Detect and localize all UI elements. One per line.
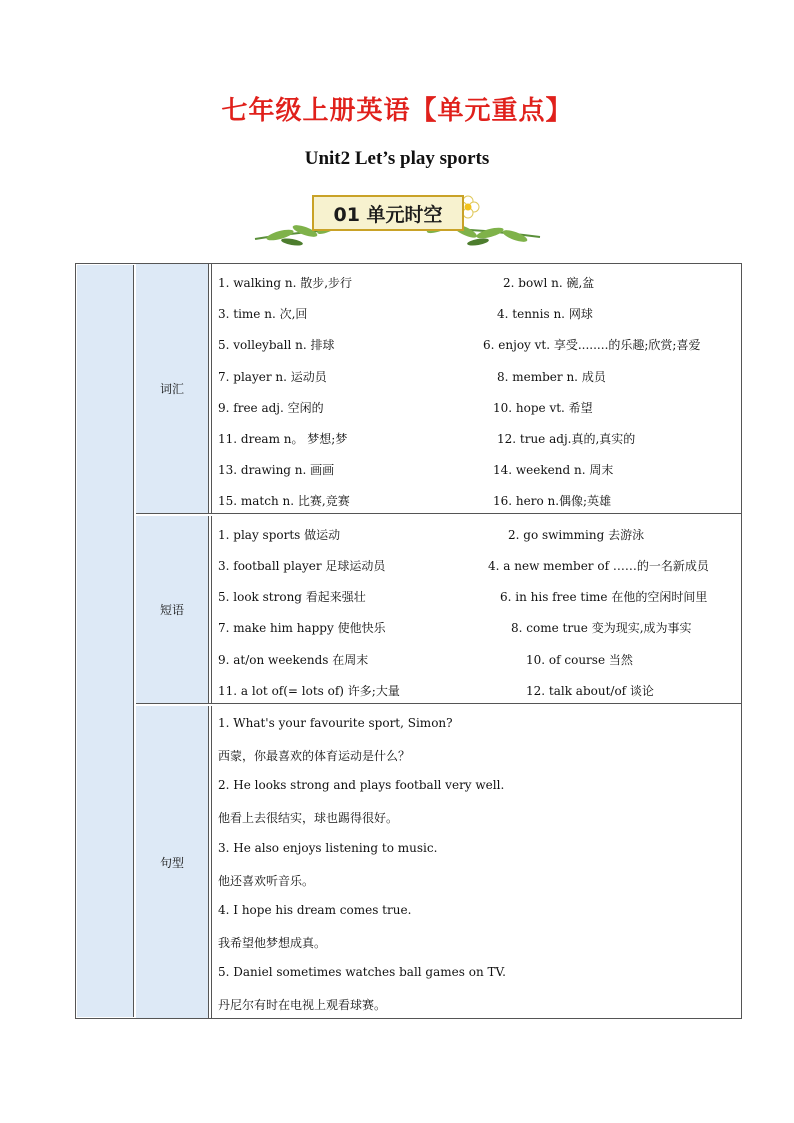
phrase-row: [218, 526, 645, 543]
phrase-item: 5. look strong 看起来强壮: [218, 590, 366, 604]
phrase-row: [218, 651, 633, 668]
vocab-row: [218, 461, 614, 478]
vocab-item: 14. weekend n. 周末: [493, 463, 614, 477]
vocab-row: [218, 368, 606, 385]
phrase-item: 10. of course 当然: [526, 653, 633, 667]
sentences-section: [136, 706, 741, 1018]
vocab-section: [136, 264, 741, 514]
phrase-item: 2. go swimming 去游泳: [508, 528, 645, 542]
sentence-en: 3. He also enjoys listening to music.: [218, 841, 438, 855]
phrase-item: 3. football player 足球运动员: [218, 559, 386, 573]
unit-subtitle: Unit2 Let’s play sports: [304, 148, 490, 169]
vocab-row: [218, 492, 612, 509]
sentences-label: 句型: [136, 706, 209, 1018]
vocab-item: 3. time n. 次,回: [218, 307, 308, 321]
vocab-row: [218, 430, 636, 447]
vocab-label: 词汇: [136, 264, 209, 513]
phrases-label: 短语: [136, 516, 209, 703]
vocab-row: [218, 274, 595, 291]
vocab-item: 6. enjoy vt. 享受........的乐趣;欣赏;喜爱: [483, 338, 701, 352]
sentence-en: 5. Daniel sometimes watches ball games on TV.: [218, 965, 506, 979]
phrase-item: 4. a new member of ……的一名新成员: [488, 559, 709, 573]
vocab-item: 8. member n. 成员: [497, 370, 606, 384]
sentence-en: 4. I hope his dream comes true.: [218, 903, 412, 917]
phrase-item: 1. play sports 做运动: [218, 528, 341, 542]
sentence-cn: 丹尼尔有时在电视上观看球赛。: [218, 998, 387, 1012]
sentence-cn: 西蒙，你最喜欢的体育运动是什么？: [218, 749, 411, 763]
outer-side-column: [77, 265, 134, 1017]
vocab-item: 11. dream n。 梦想;梦: [218, 432, 348, 446]
phrase-item: 7. make him happy 使他快乐: [218, 621, 386, 635]
phrase-item: 6. in his free time 在他的空闲时间里: [500, 590, 708, 604]
vocab-item: 2. bowl n. 碗,盆: [503, 276, 595, 290]
vocab-item: 12. true adj.真的,真实的: [497, 432, 636, 446]
vocab-row: [218, 399, 593, 416]
vocab-item: 7. player n. 运动员: [218, 370, 327, 384]
vocab-item: 9. free adj. 空闲的: [218, 401, 324, 415]
sentence-en: 1. What's your favourite sport, Simon?: [218, 716, 453, 730]
sentence-cn: 他看上去很结实，球也踢得很好。: [218, 811, 399, 825]
phrases-body: [211, 516, 741, 703]
phrase-item: 11. a lot of(= lots of) 许多;大量: [218, 684, 400, 698]
vocab-item: 1. walking n. 散步,步行: [218, 276, 353, 290]
sentence-en: 2. He looks strong and plays football very well.: [218, 778, 505, 792]
phrase-item: 8. come true 变为现实,成为事实: [511, 621, 692, 635]
section-badge: 01 单元时空: [312, 195, 464, 231]
vocab-row: [218, 305, 593, 322]
sentence-cn: 他还喜欢听音乐。: [218, 874, 315, 888]
phrase-row: [218, 682, 654, 699]
vocab-item: 16. hero n.偶像;英雄: [493, 494, 612, 508]
vocab-item: 5. volleyball n. 排球: [218, 338, 335, 352]
phrase-row: [218, 619, 692, 636]
sentences-body: [211, 706, 741, 1018]
section-banner: [250, 187, 550, 257]
phrases-section: [136, 516, 741, 704]
vocab-item: 15. match n. 比赛,竞赛: [218, 494, 350, 508]
sentence-cn: 我希望他梦想成真。: [218, 936, 327, 950]
vocab-item: 4. tennis n. 网球: [497, 307, 593, 321]
page-title: 七年级上册英语【单元重点】: [221, 96, 573, 126]
phrase-row: [218, 557, 709, 574]
phrase-row: [218, 588, 708, 605]
vocab-item: 10. hope vt. 希望: [493, 401, 593, 415]
phrase-item: 12. talk about/of 谈论: [526, 684, 654, 698]
unit-summary-table: [75, 263, 742, 1019]
vocab-body: [211, 264, 741, 513]
vocab-row: [218, 336, 701, 353]
vocab-item: 13. drawing n. 画画: [218, 463, 335, 477]
phrase-item: 9. at/on weekends 在周末: [218, 653, 369, 667]
